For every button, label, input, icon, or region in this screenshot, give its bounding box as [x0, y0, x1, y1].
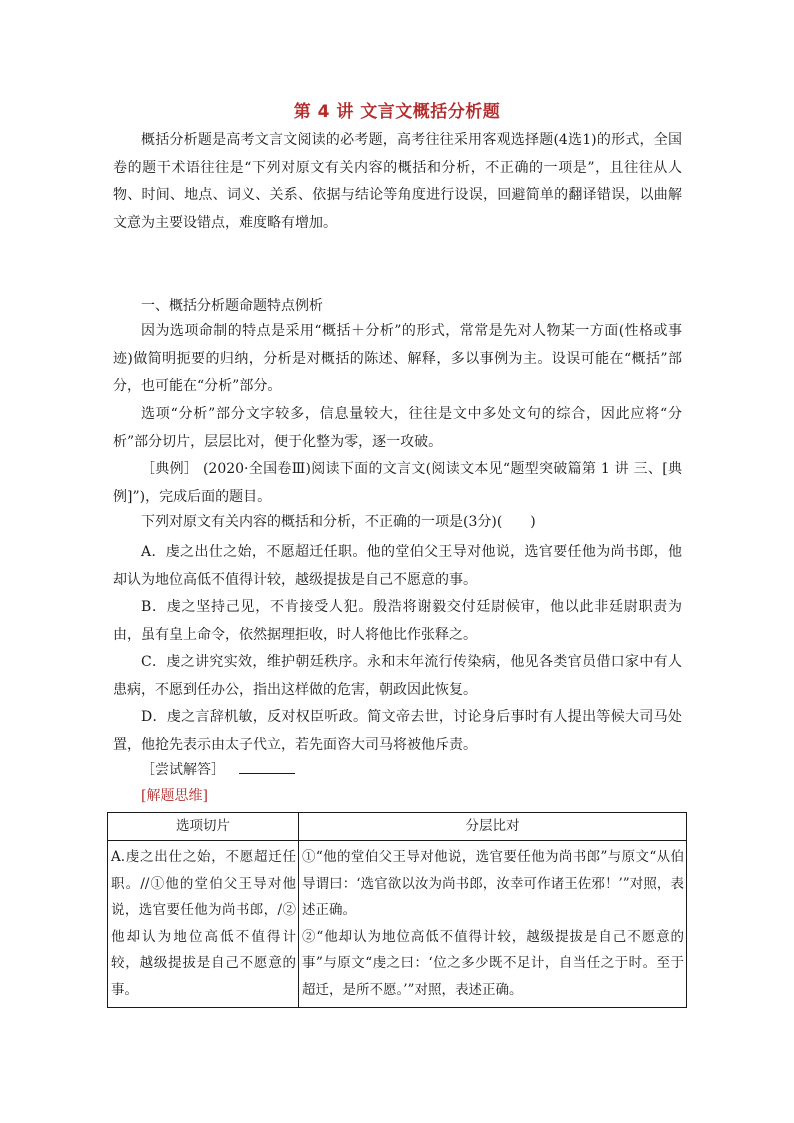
table-row — [108, 841, 687, 1008]
slice-cell: A.虔之出仕之始，不愿超迁任职。//①他的堂伯父王导对他说，选官要任他为尚书郎，/②他却认为地位高低不值得计较，越级提拔是自己不愿意的事。 — [108, 841, 299, 1008]
question-stem: 下列对原文有关内容的概括和分析，不正确的一项是(3分)( ) — [141, 514, 536, 530]
body-paragraph-2: 选项“分析”部分文字较多，信息量较大，往往是文中多处文句的综合，因此应将“分析”部分切片，层层比对，便于化整为零，逐一攻破。 — [113, 406, 682, 450]
try-answer-label: ［尝试解答］ — [141, 762, 225, 778]
try-answer-row — [141, 759, 295, 780]
body-paragraph-1: 因为选项命制的特点是采用“概括＋分析”的形式，常常是先对人物某一方面(性格或事迹)做简明扼要的归纳，分析是对概括的陈述、解释，多以事例为主。设误可能在“概括”部分，也可能在“分析”部分。 — [113, 323, 682, 395]
answer-blank[interactable] — [239, 759, 295, 774]
option-c: C．虔之讲究实效，维护朝廷秩序。永和末年流行传染病，他见各类官员借口家中有人患病，不愿到任办公，指出这样做的危害，朝政因此恢复。 — [113, 654, 682, 698]
table-header-row — [108, 813, 687, 841]
section-heading: 一、概括分析题命题特点例析 — [141, 298, 323, 314]
option-d: D．虔之言辞机敏，反对权臣听政。简文帝去世，讨论身后事时有人提出等候大司马处置，他抢先表示由太子代立，若先面咨大司马将被他斥责。 — [113, 709, 682, 753]
header-compare: 分层比对 — [299, 813, 687, 841]
compare-item-2: ②“他却认为地位高低不值得计较，越级提拔是自己不愿意的事”与原文“虔之曰：‘位之多少既不足计，自当任之于时。至于超迁，是所不愿。’”对照，表述正确。 — [302, 928, 684, 998]
header-slices: 选项切片 — [108, 813, 299, 841]
lesson-title: 第 4 讲 文言文概括分析题 — [293, 102, 501, 122]
thinking-label: [解题思维] — [141, 788, 208, 804]
example-paragraph: ［典例］ (2020·全国卷Ⅲ)阅读下面的文言文(阅读文本见“题型突破篇第 1 讲 三、[典例]”)，完成后面的题目。 — [113, 461, 682, 505]
option-a: A．虔之出仕之始，不愿超迁任职。他的堂伯父王导对他说，选官要任他为尚书郎，他却认为地位高低不值得计较，越级提拔是自己不愿意的事。 — [113, 544, 682, 588]
analysis-table — [107, 812, 687, 1008]
intro-paragraph: 概括分析题是高考文言文阅读的必考题，高考往往采用客观选择题(4选1)的形式，全国卷的题干术语往往是“下列对原文有关内容的概括和分析，不正确的一项是”，且往往从人物、时间、地点、词义、关系、依据与结论等角度进行设误，回避简单的翻译错误，以曲解文意为主要设错点，难度略有增加。 — [113, 132, 682, 231]
compare-cell — [299, 841, 687, 1008]
compare-item-1: ①“他的堂伯父王导对他说，选官要任他为尚书郎”与原文“从伯导谓曰：‘选官欲以汝为尚书郎，汝幸可作诸王佐邪！’”对照，表述正确。 — [302, 849, 684, 918]
option-b: B．虔之坚持己见，不肯接受人犯。殷浩将谢毅交付廷尉候审，他以此非廷尉职责为由，虽有皇上命令，依然据理拒收，时人将他比作张释之。 — [113, 599, 682, 643]
